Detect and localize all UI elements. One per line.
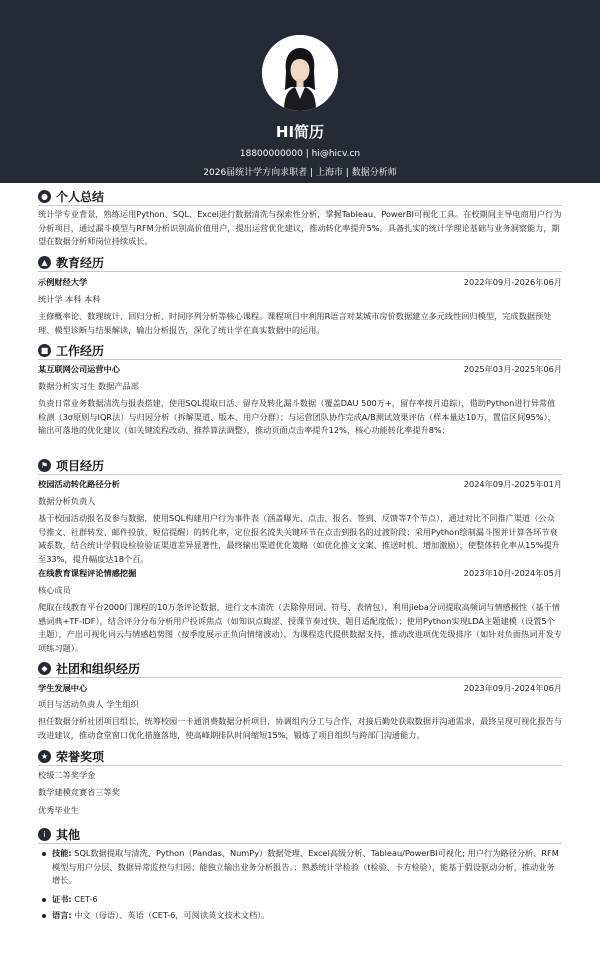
bullet-dot [42,914,46,918]
education-desc: 主修概率论、数理统计、回归分析、时间序列分析等核心课程。课程项目中利用R语言对某城市房价数据建立多元线性回归模型，完成数据预处理、模型诊断与结果解读，输出分析报告，深化了统计学在真实数据中的运用。 [38,311,552,335]
section-title-text: 荣誉奖项 [56,749,105,764]
group-icon: ◆ [38,662,51,675]
project-row [38,567,562,580]
divider [38,359,562,360]
project-name: 校园活动转化路径分析 [38,479,120,489]
bullet-dot [42,852,46,856]
job-intent: 2026届统计学方向求职者 | 上海市 | 数据分析师 [203,168,397,178]
campus-desc: 担任数据分析社团项目组长，统筹校园一卡通消费数据分析项目，协调组内分工与合作，对接后勤处获取数据并沟通需求，最终呈现可视化报告与改进建议，推动食堂窗口优化措施落地，使高峰期排队时间缩短15%，锻炼了项目组织与跨部门沟通能力。 [38,716,563,740]
resume-name: HI简历 [275,123,325,141]
bullet-dot [42,898,46,902]
section-title-text: 社团和组织经历 [56,661,141,676]
other-skills [38,847,562,888]
divider [38,765,562,766]
summary-text: 统计学专业背景，熟练运用Python、SQL、Excel进行数据清洗与探索性分析，掌握Tableau、PowerBI可视化工具。在校期间主导电商用户行为分析项目，通过漏斗模型与RFM分析识别高价值用户，提出运营优化建议，推动转化率提升5%。具备扎实的统计学理论基础与业务洞察能力，期望在数据分析师岗位持续成长。 [38,209,562,247]
divider [38,205,562,206]
header [0,0,600,183]
campus-org: 学生发展中心 [38,683,88,693]
award-item: 校级二等奖学金 [38,770,96,780]
section-title-text: 项目经历 [56,458,105,473]
graduation-icon: ▲ [38,256,51,269]
work-position: 数据分析实习生 数据产品部 [38,381,139,391]
education-date: 2022年09月-2026年06月 [463,277,562,287]
section-title-text: 工作经历 [56,343,105,358]
language-label: 语言: [52,910,72,920]
divider [38,474,562,475]
project-date: 2023年10月-2024年05月 [463,568,562,578]
project-name: 在线教育课程评论情感挖掘 [38,568,137,578]
education-row [38,276,562,289]
person-icon: ● [38,190,51,203]
section-work-title [38,342,104,358]
briefcase-icon: ■ [38,344,51,357]
section-other-title [38,826,80,842]
section-summary-title [38,188,104,204]
project-role: 核心成员 [38,585,71,595]
info-icon: i [38,828,51,841]
contact-info: 18800000000 | hi@hicv.cn [239,149,361,159]
other-language [38,909,562,923]
campus-date: 2023年09月-2024年06月 [463,683,562,693]
certificate-label: 证书: [52,894,72,904]
award-item: 数学建模竞赛省三等奖 [38,787,120,797]
certificate-text: CET-6 [74,894,98,904]
project-date: 2024年09月-2025年01月 [463,479,562,489]
other-certificate [38,893,562,907]
divider [38,843,562,844]
company-name: 某互联网公司运营中心 [38,364,120,374]
campus-role: 项目与活动负责人 学生组织 [38,699,139,709]
project-role: 数据分析负责人 [38,496,96,506]
section-campus-title [38,660,140,676]
trophy-icon: ★ [38,750,51,763]
section-education-title [38,254,104,270]
section-projects-title [38,457,104,473]
work-desc: 负责日常业务数据清洗与报表搭建，使用SQL提取日活、留存及转化漏斗数据（覆盖DAU 500万+，留存率按月追踪），借助Python进行异常值检测（3σ原则与IQR法）与归因分析（拆解渠道、版本、用户分群）；与运营团队协作完成A/B测试效果评估（样本量达10万，置信区间95%），输出可落地的优化建议（如关键流程改动、推荐算法调整），推动页面点击率提升12%，核心功能转化率提升8%； [38,398,556,436]
flag-icon: ⚑ [38,459,51,472]
avatar [262,35,338,111]
language-text: 中文（母语）、英语（CET-6，可阅读英文技术文档）。 [74,910,270,920]
campus-row [38,682,562,695]
section-awards-title [38,748,104,764]
section-title-text: 其他 [56,827,81,842]
section-title-text: 个人总结 [56,189,105,204]
work-row [38,363,562,376]
school-name: 示例财经大学 [38,277,88,287]
project-desc: 基于校园活动报名及参与数据，使用SQL构建用户行为事件表（涵盖曝光、点击、报名、签到、反馈等7个节点），通过对比不同推广渠道（公众号推文、社群转发、邮件投放、短信提醒）的转化率，定位报名流失关键环节在点击到报名的过渡阶段；采用Python绘制漏斗图并计算各环节衰减系数，结合统计学假设检验验证渠道差异显著性，最终输出渠道优化策略（如优化推文文案、推送时机、增加激励），使整体转化率从15%提升至33%，提升幅度达18个百。 [38,513,560,564]
skills-text: SQL数据提取与清洗、Python（Pandas、NumPy）数据处理、Excel高级分析、Tableau/PowerBI可视化; 用户行为路径分析、RFM模型与用户分层、数据异常监控与归因；能独立输出业务分析报告。；熟悉统计学检验（t检验、卡方检验），能基于假设驱动分析，推动业务增长。 [52,848,559,886]
award-item: 优秀毕业生 [38,805,79,815]
work-date: 2025年03月-2025年06月 [463,364,562,374]
divider [38,677,562,678]
project-row [38,478,562,491]
project-desc: 爬取在线教育平台2000门课程的10万条评论数据，进行文本清洗（去除停用词、符号、表情包），利用jieba分词提取高频词与情感极性（基于情感词典+TF-IDF），结合评分分布分析用户投诉焦点（如知识点晦涩、授课节奏过快、题目适配度低）；使用Python实现LDA主题建模（设置5个主题），产出可视化词云与情感趋势图（按季度展示正负向情绪波动），为课程迭代提供数据支持，推动改进项优先级排序（如针对负面热词开发专项练习题）。 [38,602,562,653]
education-major: 统计学 本科 本科 [38,294,101,304]
divider [38,271,562,272]
section-title-text: 教育经历 [56,255,105,270]
skills-label: 技能: [52,848,72,858]
